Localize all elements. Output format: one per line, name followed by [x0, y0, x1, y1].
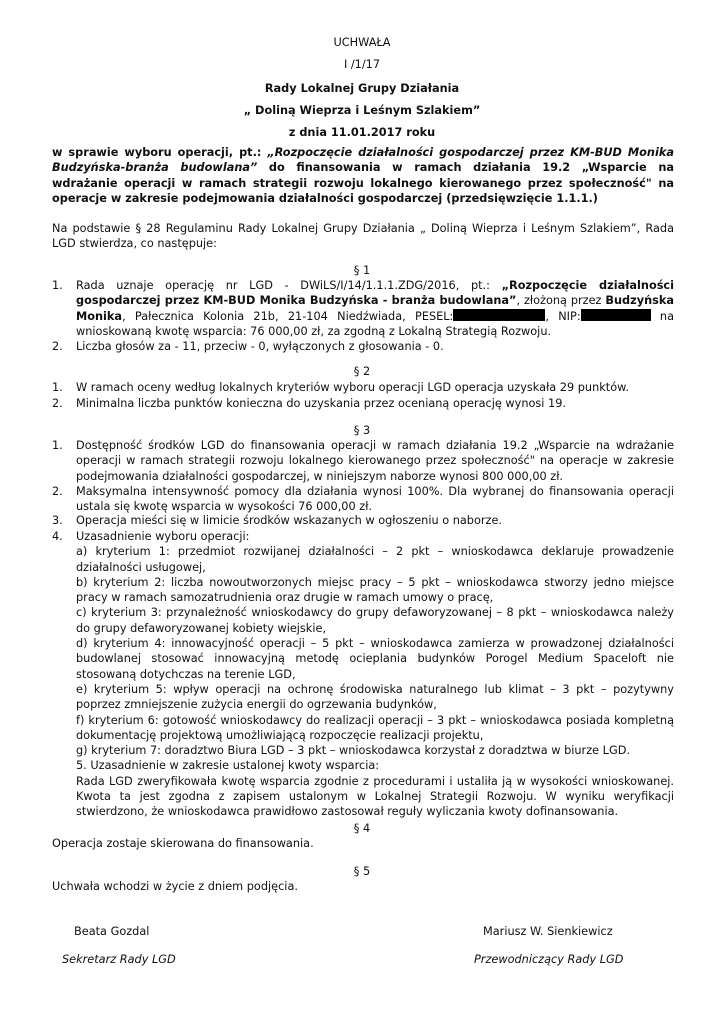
item-number: 1.	[52, 439, 63, 452]
resolution-date: z dnia 11.01.2017 roku	[288, 126, 436, 139]
section-5-heading: § 5	[353, 865, 371, 878]
criterion-g: g) kryterium 7: doradztwo Biura LGD – 3 pkt – wnioskodawca korzystał z doradztwa w biurze LGD.	[76, 744, 630, 758]
item-text: Maksymalna intensywność pomocy dla działania wynosi 100%. Dla wybranej do finansowania operacji ustala się kwotę wsparcia w wysokości 76 000,00 zł.	[76, 485, 674, 514]
item-text	[76, 278, 674, 339]
item-text: Operacja mieści się w limicie środków wskazanych w ogłoszeniu o naborze.	[76, 514, 502, 527]
nip-redaction	[581, 309, 651, 321]
item-number: 1.	[52, 279, 63, 292]
section-2-item-1	[52, 380, 674, 395]
item-text: Dostępność środków LGD do finansowania operacji w ramach działania 19.2 „Wsparcie na wdrażanie operacji w ramach strategii rozwoju lokalnego kierowanego przez społeczność" na operacje w zakresie podejmowania działalności gospodarczej, w niniejszym naborze wynosi 800 000,00 zł.	[76, 439, 674, 483]
item-text-part: , złożoną przez	[516, 294, 606, 308]
item-text-part: Rada uznaje operację nr LGD - DWiLS/I/14/1.1.1.ZDG/2016, pt.:	[76, 279, 502, 292]
criterion-f: f) kryterium 6: gotowość wnioskodawcy do realizacji operacji – 3 pkt – wnioskodawca posiada kompletną dokumentację projektową umożliwiającą rozpoczęcie realizacji projektu,	[76, 713, 674, 742]
section-3-item-3	[52, 513, 674, 528]
amount-justification-heading: 5. Uzasadnienie w zakresie ustalonej kwoty wsparcia:	[76, 759, 380, 773]
section-3-item-1	[52, 438, 674, 484]
legal-basis-paragraph: Na podstawie § 28 Regulaminu Rady Lokalnej Grupy Działania „ Doliną Wieprza i Leśnym Szlakiem”, Rada LGD stwierdza, co następuje:	[52, 222, 674, 251]
chairman-name: Mariusz W. Sienkiewicz	[483, 925, 613, 938]
section-3-item-2	[52, 484, 674, 515]
item-number: 1.	[52, 381, 63, 394]
amount-justification-text: Rada LGD zweryfikowała kwotę wsparcia zgodnie z procedurami i ustaliła ją w wysokości wnioskowanej. Kwota ta jest zgodna z zapisem ustalonym w Lokalnej Strategii Rozwoju. W wyniku weryfikacji stwierdzono, że wnioskodawca prawidłowo zastosował reguły wyliczania kwoty dofinansowania.	[76, 774, 674, 819]
pesel-redaction	[453, 309, 545, 321]
section-4-heading: § 4	[353, 822, 371, 835]
subject-operation-title: „Rozpoczęcie działalności gospodarczej przez KM-BUD Monika Budzyńska-branża budowlana”	[52, 146, 674, 175]
organization-name: „ Doliną Wieprza i Leśnym Szlakiem”	[243, 104, 481, 117]
item-number: 2.	[52, 397, 63, 410]
item-number: 3.	[52, 514, 63, 527]
resolution-subject	[52, 145, 674, 206]
item-number: 2.	[52, 485, 63, 498]
section-2-heading: § 2	[353, 365, 371, 378]
section-5-text: Uchwała wchodzi w życie z dniem podjęcia.	[52, 880, 298, 893]
applicant-name: Budzyńska Monika	[76, 294, 674, 323]
subject-part-2: do finansowania w ramach działania 19.2 „Wsparcie na wdrażanie operacji w ramach strategii rozwoju lokalnego kierowanego przez społeczność" na operacje w zakresie podejmowania działalności gospodarczej (przedsięwzięcie 1.1.1.)	[52, 161, 674, 205]
document-title: UCHWAŁA	[333, 36, 391, 49]
justification-heading: Uzasadnienie wyboru operacji:	[76, 530, 250, 543]
criterion-b: b) kryterium 2: liczba nowoutworzonych miejsc pracy – 5 pkt – wnioskodawca stworzy jedno miejsce pracy w ramach samozatrudnienia oraz drugie w ramach umowy o pracę,	[76, 575, 674, 605]
subject-part-1: w sprawie wyboru operacji, pt.:	[52, 146, 268, 159]
criterion-e: e) kryterium 5: wpływ operacji na ochronę środowiska naturalnego lub klimat – 3 pkt – pozytywny poprzez zmniejszenie zużycia energii do ogrzewania budynków,	[76, 682, 674, 712]
item-text: W ramach oceny według lokalnych kryteriów wyboru operacji LGD operacja uzyskała 29 punktów.	[76, 381, 629, 394]
resolution-number: I /1/17	[343, 58, 381, 71]
operation-title: „Rozpoczęcie działalności gospodarczej przez KM-BUD Monika Budzyńska - branża budowlana”	[76, 279, 674, 308]
section-3-item-4	[52, 529, 674, 820]
section-1-item-1	[52, 278, 674, 339]
criterion-a: a) kryterium 1: przedmiot rozwijanej działalności – 2 pkt – wnioskodawca deklaruje prowadzenie działalności usługowej,	[76, 545, 674, 574]
criterion-d: d) kryterium 4: innowacyjność operacji – 5 pkt – wnioskodawca zamierza w prowadzonej działalności budowlanej stosować innowacyjną metodę ocieplania budynków Porogel Medium Spaceloft nie stosowaną dotychczas na terenie LGD,	[76, 637, 674, 681]
item-text-part: , Pałecznica Kolonia 21b, 21-104 Niedźwiada, PESEL:	[122, 309, 454, 323]
issuing-body: Rady Lokalnej Grupy Działania	[264, 82, 460, 95]
item-number: 2.	[52, 340, 63, 353]
item-text	[76, 529, 674, 820]
section-3-heading: § 3	[353, 424, 371, 437]
item-text: Minimalna liczba punktów konieczna do uzyskania przez ocenianą operację wynosi 19.	[76, 397, 567, 410]
chairman-role: Przewodniczący Rady LGD	[474, 953, 624, 966]
section-1-item-2	[52, 339, 674, 354]
secretary-role: Sekretarz Rady LGD	[62, 953, 176, 966]
item-text-part: na wnioskowaną kwotę wsparcia: 76 000,00 zł, za zgodną z Lokalną Strategią Rozwoju.	[76, 309, 674, 338]
section-4-text: Operacja zostaje skierowana do finansowania.	[52, 837, 314, 850]
section-1-heading: § 1	[353, 264, 371, 277]
criterion-c: c) kryterium 3: przynależność wnioskodawcy do grupy defaworyzowanej – 8 pkt – wnioskodawca należy do grupy defaworyzowanej kobiety wiejskie,	[76, 606, 674, 635]
item-text-part: , NIP:	[545, 309, 581, 323]
item-text: Liczba głosów za - 11, przeciw - 0, wyłączonych z głosowania - 0.	[76, 340, 444, 353]
secretary-name: Beata Gozdal	[74, 925, 150, 938]
section-2-item-2	[52, 396, 674, 411]
item-number: 4.	[52, 530, 63, 543]
